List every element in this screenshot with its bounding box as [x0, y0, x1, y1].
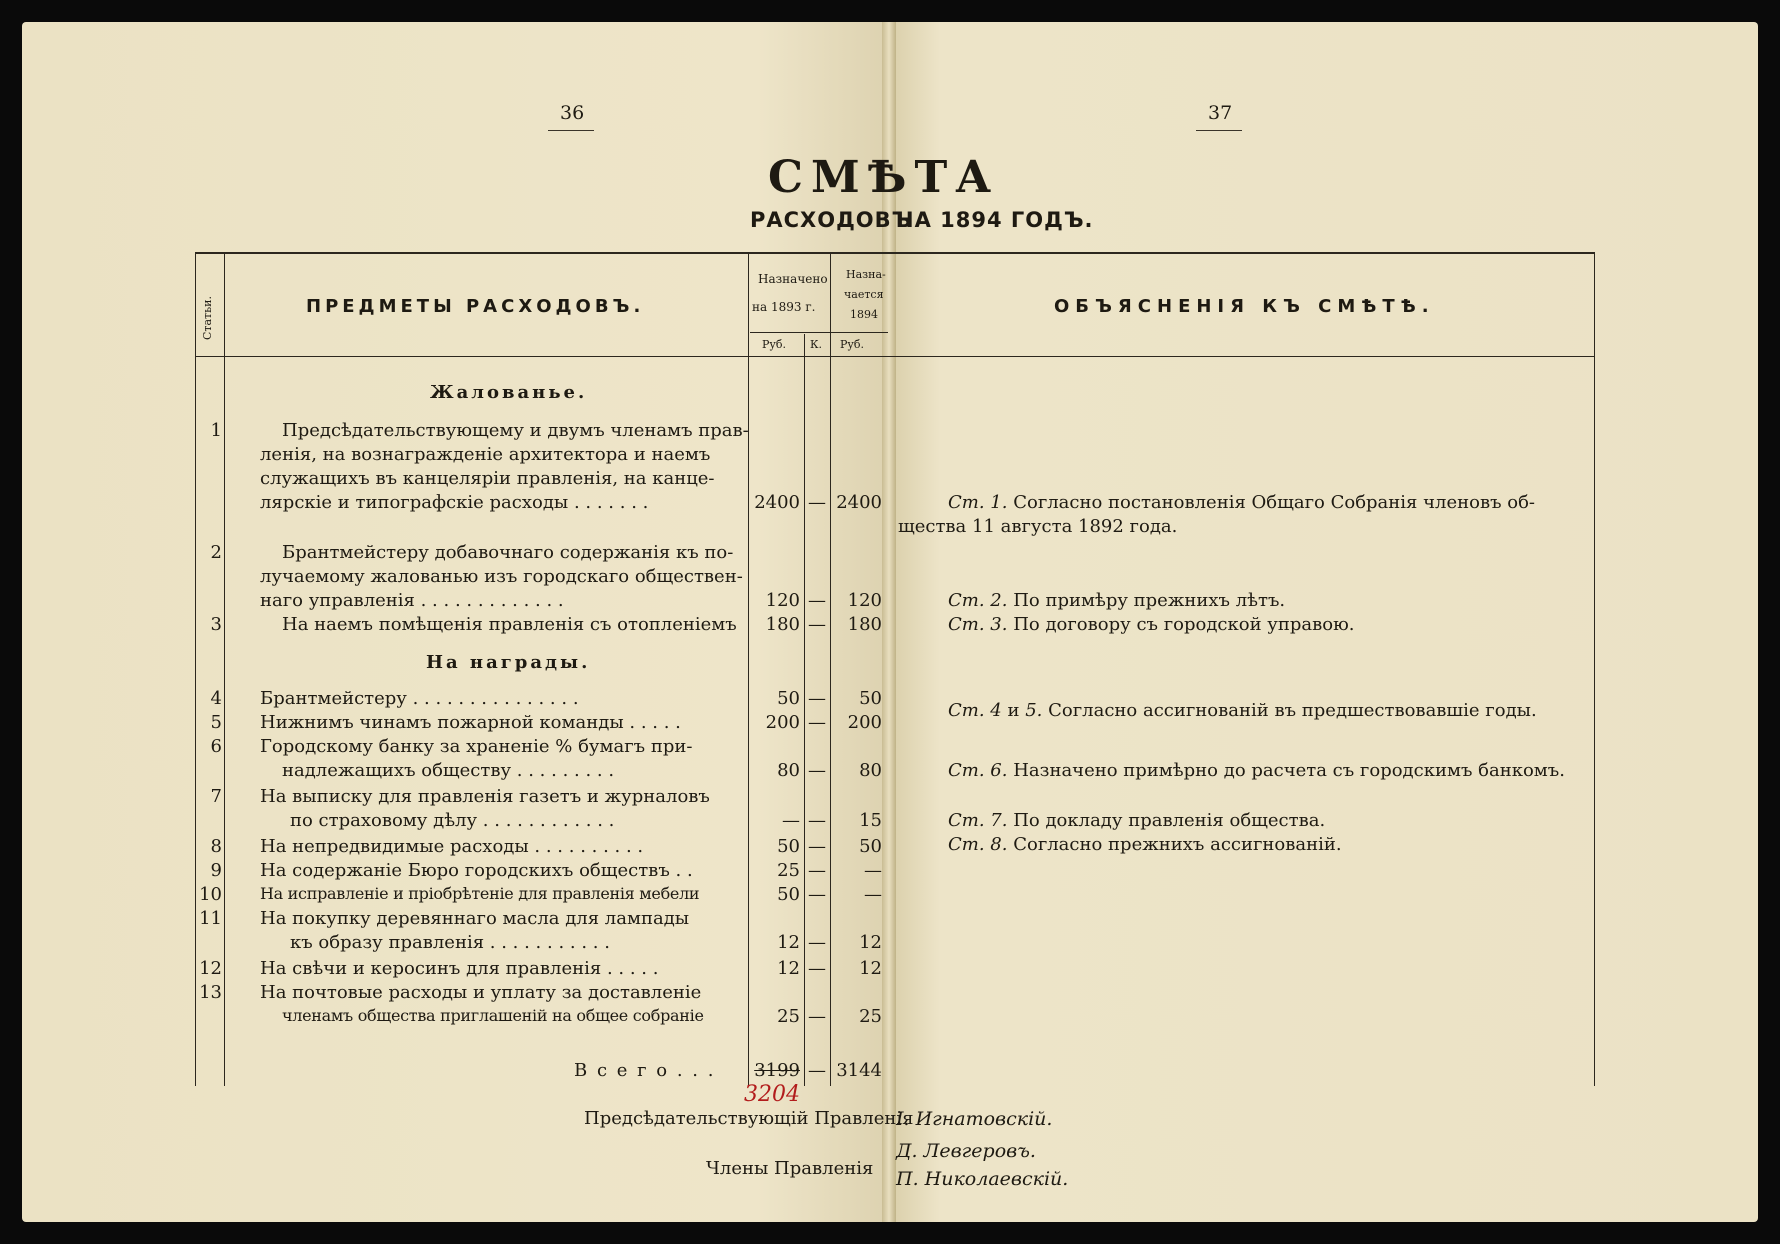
table-top-rule [195, 252, 1595, 254]
explanation-text: По примѣру прежнихъ лѣтъ. [1013, 590, 1286, 611]
value-kop: — [808, 884, 826, 905]
explanation-text: Согласно ассигнованій въ предшествовавшіе годы. [1048, 700, 1537, 721]
header-1894-line3: 1894 [850, 308, 878, 321]
row-text: къ образу правленія . . . . . . . . . . . [290, 932, 610, 953]
explanation-6 [948, 760, 1565, 781]
rub-column-rule [804, 334, 805, 1086]
value-kop: — [808, 688, 826, 709]
explanation-article: Ст. 2. [948, 590, 1008, 611]
article-column-rule [224, 252, 225, 1086]
row-text: На покупку деревяннаго масла для лампады [260, 908, 690, 929]
header-1893-line2: на 1893 г. [752, 300, 816, 314]
value-1893: 120 [765, 590, 800, 611]
value-1893: 2400 [754, 492, 800, 513]
section-awards: На награды. [426, 652, 591, 673]
value-kop: — [808, 614, 826, 635]
value-1894: 50 [859, 688, 882, 709]
total-1893: 3199 [754, 1060, 800, 1081]
explanation-7 [948, 810, 1325, 831]
explanation-article: Ст. 7. [948, 810, 1008, 831]
row-text: Брантмейстеру добавочнаго содержанія къ по- [282, 542, 734, 563]
row-text: лярскіе и типографскіе расходы . . . . . . . [260, 492, 649, 513]
document-title: СМѢТА [768, 152, 1000, 203]
explanation-article: Ст. 4 [948, 700, 1002, 721]
explanation-text: Согласно постановленія Общаго Собранія членовъ об- [1013, 492, 1536, 513]
value-1893: 180 [765, 614, 800, 635]
value-1893: 12 [777, 958, 800, 979]
explanation-conj: и [1007, 700, 1020, 721]
left-page-number-rule [548, 130, 594, 131]
handwritten-correction: 3204 [744, 1082, 800, 1107]
left-page-number: 36 [560, 102, 585, 124]
explanation-article: Ст. 1. [948, 492, 1008, 513]
row-text: членамъ общества приглашеній на общее собраніе [282, 1006, 704, 1025]
member-1: Д. Левгеровъ. [896, 1140, 1036, 1162]
row-number: 13 [199, 982, 222, 1003]
row-number: 6 [210, 736, 222, 757]
value-1894: 2400 [836, 492, 882, 513]
explanation-article: Ст. 8. [948, 834, 1008, 855]
row-text: надлежащихъ обществу . . . . . . . . . [282, 760, 615, 781]
value-kop: — [808, 836, 826, 857]
chair-label: Предсѣдательствующій Правленія [584, 1108, 914, 1129]
value-kop: — [808, 810, 826, 831]
row-text: На выписку для правленія газетъ и журналовъ [260, 786, 710, 807]
row-text: Городскому банку за храненіе % бумагъ при- [260, 736, 693, 757]
row-number: 11 [199, 908, 222, 929]
row-text: На содержаніе Бюро городскихъ обществъ . . [260, 860, 693, 881]
value-1893: 80 [777, 760, 800, 781]
header-explanations: ОБЪЯСНЕНІЯ КЪ СМѢТѢ. [1054, 296, 1435, 317]
explanation-1-cont: щества 11 августа 1892 года. [898, 516, 1178, 537]
explanation-article: Ст. 3. [948, 614, 1008, 635]
row-text: На почтовые расходы и уплату за доставленіе [260, 982, 702, 1003]
value-1894: — [864, 860, 882, 881]
explanation-article-2: 5. [1025, 700, 1043, 721]
explanation-text: Согласно прежнихъ ассигнованій. [1013, 834, 1342, 855]
value-1894: — [864, 884, 882, 905]
member-2: П. Николаевскій. [896, 1168, 1069, 1190]
header-1894-line2: чается [844, 288, 884, 301]
row-number: 3 [210, 614, 222, 635]
value-kop: — [808, 760, 826, 781]
right-page-number: 37 [1208, 102, 1233, 124]
total-kop: — [808, 1060, 826, 1081]
value-1894: 200 [847, 712, 882, 733]
value-1894: 80 [859, 760, 882, 781]
header-items: ПРЕДМЕТЫ РАСХОДОВЪ. [306, 296, 645, 317]
value-1894: 120 [847, 590, 882, 611]
value-kop: — [808, 492, 826, 513]
value-1893: 50 [777, 688, 800, 709]
value-1893: 50 [777, 836, 800, 857]
row-text: Брантмейстеру . . . . . . . . . . . . . . . [260, 688, 579, 709]
explanation-text: По договору съ городской управою. [1013, 614, 1355, 635]
row-text: служащихъ въ канцеляріи правленія, на канце- [260, 468, 715, 489]
header-1894-line1: Назна- [846, 268, 886, 281]
table-header-bottom-rule [195, 356, 1595, 357]
total-label: В с е г о . . . [574, 1060, 716, 1081]
chair-name: І. Игнатовскій. [896, 1108, 1053, 1130]
value-1894: 50 [859, 836, 882, 857]
row-number: 9 [210, 860, 222, 881]
value-kop: — [808, 958, 826, 979]
row-number: 5 [210, 712, 222, 733]
total-1894: 3144 [836, 1060, 882, 1081]
value-1893: 25 [777, 1006, 800, 1027]
explanation-4-5 [948, 700, 1537, 721]
subtitle-right: НА 1894 ГОДЪ. [896, 208, 1094, 232]
header-unit-kop: К. [810, 338, 823, 351]
row-number: 10 [199, 884, 222, 905]
value-1894: 15 [859, 810, 882, 831]
value-1893: 200 [765, 712, 800, 733]
row-number: 2 [210, 542, 222, 563]
section-salary: Жалованье. [430, 382, 588, 403]
table-right-border [1594, 252, 1595, 1086]
value-1893: — [782, 810, 800, 831]
row-number: 12 [199, 958, 222, 979]
value-1894: 180 [847, 614, 882, 635]
row-text: лучаемому жалованью изъ городскаго обществен- [260, 566, 743, 587]
explanation-1 [948, 492, 1535, 513]
explanation-text: По докладу правленія общества. [1013, 810, 1326, 831]
value-1893: 50 [777, 884, 800, 905]
subtitle-left: РАСХОДОВЪ [750, 208, 913, 232]
value-1894: 12 [859, 958, 882, 979]
row-number: 1 [210, 420, 222, 441]
row-text: На непредвидимые расходы . . . . . . . . . . [260, 836, 644, 857]
explanation-article: Ст. 6. [948, 760, 1008, 781]
row-text: На свѣчи и керосинъ для правленія . . . . . [260, 958, 659, 979]
value-kop: — [808, 590, 826, 611]
members-label: Члены Правленія [706, 1158, 874, 1179]
row-text: Предсѣдательствующему и двумъ членамъ прав- [282, 420, 749, 441]
explanation-text: Назначено примѣрно до расчета съ городскимъ банкомъ. [1013, 760, 1565, 781]
right-page-number-rule [1196, 130, 1242, 131]
row-text: наго управленія . . . . . . . . . . . . . [260, 590, 564, 611]
header-article: Статьи. [201, 296, 214, 340]
value-kop: — [808, 932, 826, 953]
header-1893-line1: Назначено [758, 272, 828, 286]
row-number: 4 [210, 688, 222, 709]
header-unit-rub2: Руб. [840, 338, 864, 351]
row-text: На исправленіе и пріобрѣтеніе для правленія мебели [260, 884, 700, 903]
value-1893: 12 [777, 932, 800, 953]
row-number: 7 [210, 786, 222, 807]
value-1893: 25 [777, 860, 800, 881]
explanation-3 [948, 614, 1355, 635]
row-text: На наемъ помѣщенія правленія съ отопленіемъ [282, 614, 737, 635]
value-kop: — [808, 1006, 826, 1027]
header-unit-rub: Руб. [762, 338, 786, 351]
explanation-8 [948, 834, 1342, 855]
row-text: Нижнимъ чинамъ пожарной команды . . . . . [260, 712, 681, 733]
row-text: ленія, на вознагражденіе архитектора и наемъ [260, 444, 711, 465]
units-rule [750, 332, 888, 333]
row-number: 8 [210, 836, 222, 857]
row-text: по страховому дѣлу . . . . . . . . . . . . [290, 810, 615, 831]
explanation-2 [948, 590, 1285, 611]
value-kop: — [808, 712, 826, 733]
value-1894: 12 [859, 932, 882, 953]
value-1894: 25 [859, 1006, 882, 1027]
value-kop: — [808, 860, 826, 881]
